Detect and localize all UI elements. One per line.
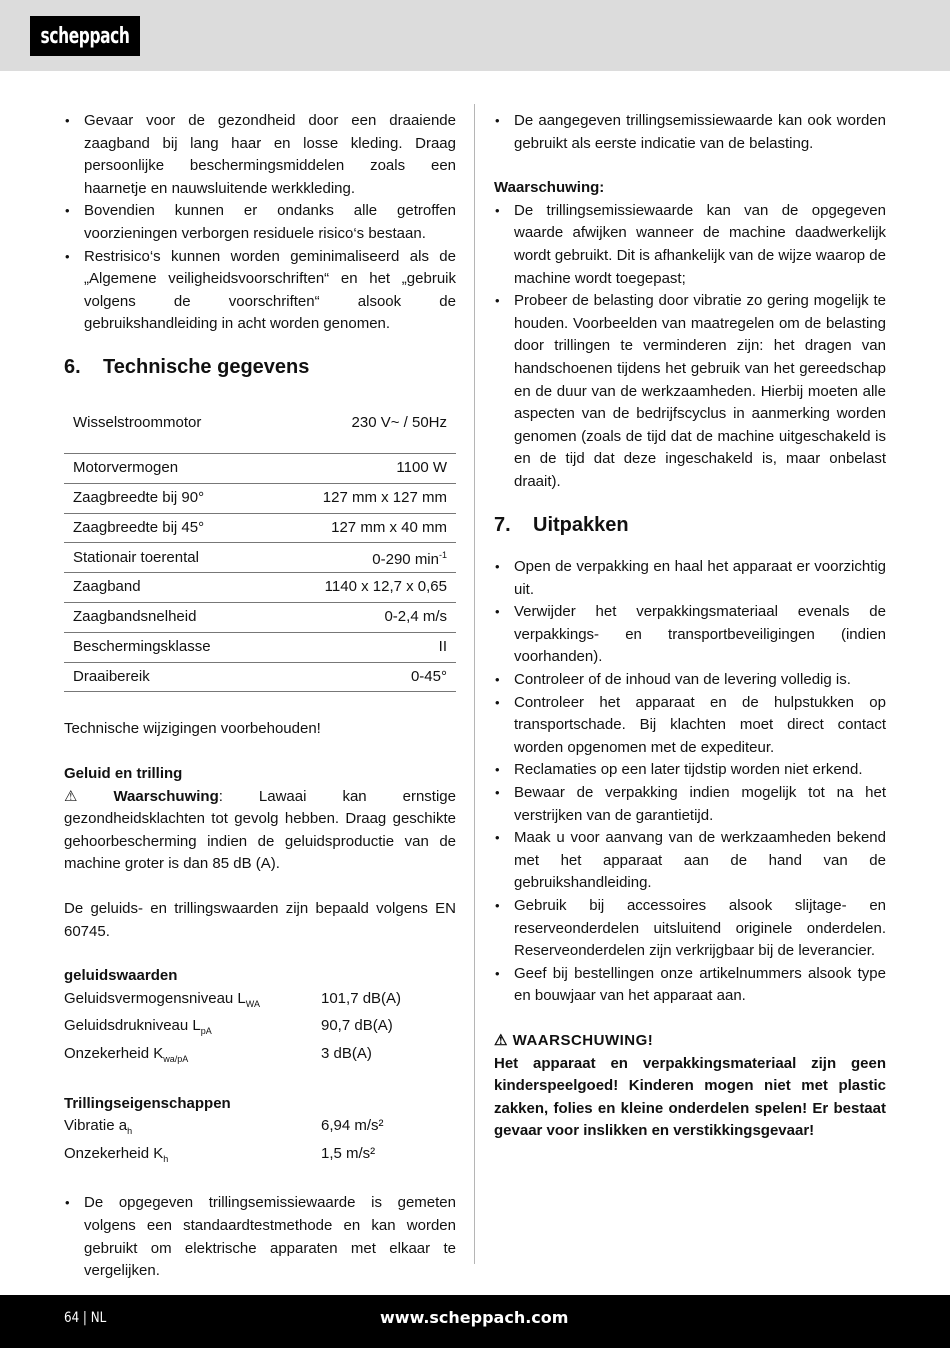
spec-value xyxy=(269,543,456,573)
warning-bullet-list xyxy=(494,200,886,494)
table-row xyxy=(64,573,456,603)
sound-value-label xyxy=(64,1015,321,1043)
scheppach-logo xyxy=(30,16,140,56)
label-text: Vibratie a xyxy=(64,1117,128,1135)
spec-label: Beschermingsklasse xyxy=(64,632,269,662)
right-column xyxy=(494,110,886,1143)
section-title: Technische gegevens xyxy=(103,355,310,378)
table-row xyxy=(64,632,456,662)
noise-heading: Geluid en trilling xyxy=(64,765,183,782)
list-item: • Open de verpakking en haal het apparaat er voorzichtig uit. xyxy=(494,556,886,601)
list-item: • Reclamaties op een later tijdstip worden niet erkend. xyxy=(494,759,886,782)
spec-value: 1140 x 12,7 x 0,65 xyxy=(269,573,456,603)
sound-value-row xyxy=(64,1015,456,1043)
spec-table xyxy=(64,394,456,693)
label-subscript: WA xyxy=(245,998,260,1009)
sound-value: 90,7 dB(A) xyxy=(321,1017,393,1035)
vibration-label xyxy=(64,1143,321,1171)
page-footer xyxy=(0,1295,950,1348)
vibration-warning-heading: Waarschuwing: xyxy=(494,179,605,197)
list-item: • Bovendien kunnen er ondanks alle getroffen voorzieningen verborgen residuele risico‘s bestaan. xyxy=(64,200,456,245)
intro-bullet-list xyxy=(64,110,456,336)
label-text: Onzekerheid K xyxy=(64,1144,164,1162)
list-item: • Bewaar de verpakking indien mogelijk tot na het verstrijken van de garantietijd. xyxy=(494,782,886,827)
spec-label: Zaagband xyxy=(64,573,269,603)
sound-value-label xyxy=(64,988,321,1016)
table-row xyxy=(64,603,456,633)
section-heading-technische-gegevens xyxy=(64,356,456,379)
spec-value: 0-45° xyxy=(269,662,456,692)
final-warning-heading-text: WAARSCHUWING! xyxy=(512,1031,654,1049)
vibration-value: 6,94 m/s² xyxy=(321,1117,384,1135)
vibration-row xyxy=(64,1115,456,1143)
table-row xyxy=(64,483,456,513)
list-item: • Gebruik bij accessoires alsook slijtage- en reserveonderdelen uitsluitend originele onderdelen. Reserveonderdelen zijn verkrijgbaar bij de leverancier. xyxy=(494,895,886,963)
label-subscript: h xyxy=(127,1126,133,1137)
final-warning-heading xyxy=(494,1030,886,1053)
sound-value: 101,7 dB(A) xyxy=(321,989,402,1007)
label-subscript: pA xyxy=(200,1026,212,1037)
technical-changes-note: Technische wijzigingen voorbehouden! xyxy=(64,720,321,738)
standard-text: De geluids- en trillingswaarden zijn bepaald volgens EN 60745. xyxy=(64,899,456,940)
label-text: Geluidsdrukniveau L xyxy=(64,1017,201,1035)
vibration-heading: Trillingseigenschappen xyxy=(64,1094,231,1112)
spec-value-text: 0-290 min xyxy=(372,551,439,569)
spec-value: 0-2,4 m/s xyxy=(269,603,456,633)
section-title: Uitpakken xyxy=(533,513,629,536)
website-link[interactable]: www.scheppach.com xyxy=(380,1308,569,1327)
sound-value-row xyxy=(64,988,456,1016)
page-header xyxy=(0,0,950,71)
spec-value: 230 V~ / 50Hz xyxy=(269,394,456,454)
section-heading-uitpakken xyxy=(494,514,886,537)
list-item: • Geef bij bestellingen onze artikelnummers alsook type en bouwjaar van het apparaat aan. xyxy=(494,963,886,1008)
left-column xyxy=(64,110,456,1283)
table-row xyxy=(64,662,456,692)
sound-value: 3 dB(A) xyxy=(321,1044,372,1062)
column-divider xyxy=(474,104,475,1264)
label-subscript: wa/pA xyxy=(163,1053,189,1064)
closing-bullet-list xyxy=(64,1192,456,1282)
noise-warning-paragraph xyxy=(64,786,456,876)
table-row xyxy=(64,513,456,543)
list-item: • Controleer het apparaat en de hulpstukken op transportschade. Bij klachten moet direct contact worden opgenomen met de expediteur. xyxy=(494,692,886,760)
noise-warning-text: : Lawaai kan ernstige gezondheidsklachten tot gevolg hebben. Draag geschikte gehoorbescherming indien de geluidsproductie van de machine groter is dan 85 dB (A). xyxy=(64,787,456,873)
label-text: Onzekerheid K xyxy=(64,1044,164,1062)
sound-value-label xyxy=(64,1043,321,1071)
spec-value: 127 mm x 40 mm xyxy=(269,513,456,543)
spec-label: Zaagbreedte bij 45° xyxy=(64,513,269,543)
warning-triangle-icon: ⚠ xyxy=(494,1031,508,1049)
list-item: • De opgegeven trillingsemissiewaarde is gemeten volgens een standaardtestmethode en kan worden gebruikt om elektrische apparaten met elkaar te vergelijken. xyxy=(64,1192,456,1282)
spec-value: 127 mm x 127 mm xyxy=(269,483,456,513)
list-item: • Verwijder het verpakkingsmateriaal evenals de verpakkings- en transportbeveiligingen (indien voorhanden). xyxy=(494,601,886,669)
spec-value-superscript: -1 xyxy=(438,550,447,561)
spec-label: Wisselstroommotor xyxy=(64,394,269,454)
label-subscript: h xyxy=(163,1153,169,1164)
table-row xyxy=(64,394,456,454)
spec-label: Motorvermogen xyxy=(64,454,269,484)
spec-label: Draaibereik xyxy=(64,662,269,692)
page-number: 64 | NL xyxy=(64,1310,107,1326)
list-item: • Probeer de belasting door vibratie zo gering mogelijk te houden. Voorbeelden van maatregelen om de belasting door trillingen te verminderen zijn: het dragen van handschoenen tijdens het gebruik van het gereedschap en de duur van de werkzaamheden. Hierbij moeten alle aspecten van de bedrijfscyclus in aanmerking worden genomen (zoals de tijd dat de machine uitgeschakeld is en de tijd dat deze ingeschakeld is, maar onbelast draait). xyxy=(494,290,886,493)
sound-values-heading: geluidswaarden xyxy=(64,967,178,985)
list-item: • De aangegeven trillingsemissiewaarde kan ook worden gebruikt als eerste indicatie van de belasting. xyxy=(494,110,886,155)
spec-label: Zaagbreedte bij 90° xyxy=(64,483,269,513)
sound-value-row xyxy=(64,1043,456,1071)
unpack-bullet-list xyxy=(494,556,886,1008)
list-item: • Restrisico‘s kunnen worden geminimaliseerd als de „Algemene veiligheidsvoorschriften“ en het „gebruik volgens de voorschriften“ alsook de gebruikshandleiding in acht worden genomen. xyxy=(64,246,456,336)
list-item: • De trillingsemissiewaarde kan van de opgegeven waarde afwijken wanneer de machine daadwerkelijk wordt gebruikt. Dit is afhankelijk van de wijze waarop de machine wordt toegepast; xyxy=(494,200,886,290)
section-number: 6. xyxy=(64,355,81,378)
vibration-row xyxy=(64,1143,456,1171)
spec-value: II xyxy=(269,632,456,662)
spec-label: Stationair toerental xyxy=(64,543,269,573)
section-number: 7. xyxy=(494,513,511,536)
top-bullet-list xyxy=(494,110,886,155)
table-row xyxy=(64,543,456,573)
list-item: • Controleer of de inhoud van de levering volledig is. xyxy=(494,669,886,692)
final-warning-text: Het apparaat en verpakkingsmateriaal zijn geen kinderspeelgoed! Kinderen mogen niet met plastic zakken, folies en kleine onderdelen spelen! Er bestaat gevaar voor inslikken en verstikkingsgevaar! xyxy=(494,1054,886,1140)
list-item: • Gevaar voor de gezondheid door een draaiende zaagband bij lang haar en losse kleding. Draag persoonlijke beschermingsmiddelen zoals een haarnetje en nauwsluitende werkkleding. xyxy=(64,110,456,200)
vibration-label xyxy=(64,1115,321,1143)
spec-label: Zaagbandsnelheid xyxy=(64,603,269,633)
list-item: • Maak u voor aanvang van de werkzaamheden bekend met het apparaat aan de hand van de gebruikshandleiding. xyxy=(494,827,886,895)
vibration-value: 1,5 m/s² xyxy=(321,1144,376,1162)
noise-warning-label: Waarschuwing xyxy=(113,787,219,805)
warning-triangle-icon: ⚠ xyxy=(64,787,78,805)
logo-text: scheppach xyxy=(40,23,130,49)
table-row xyxy=(64,454,456,484)
label-text: Geluidsvermogensniveau L xyxy=(64,989,246,1007)
spec-value: 1100 W xyxy=(269,454,456,484)
